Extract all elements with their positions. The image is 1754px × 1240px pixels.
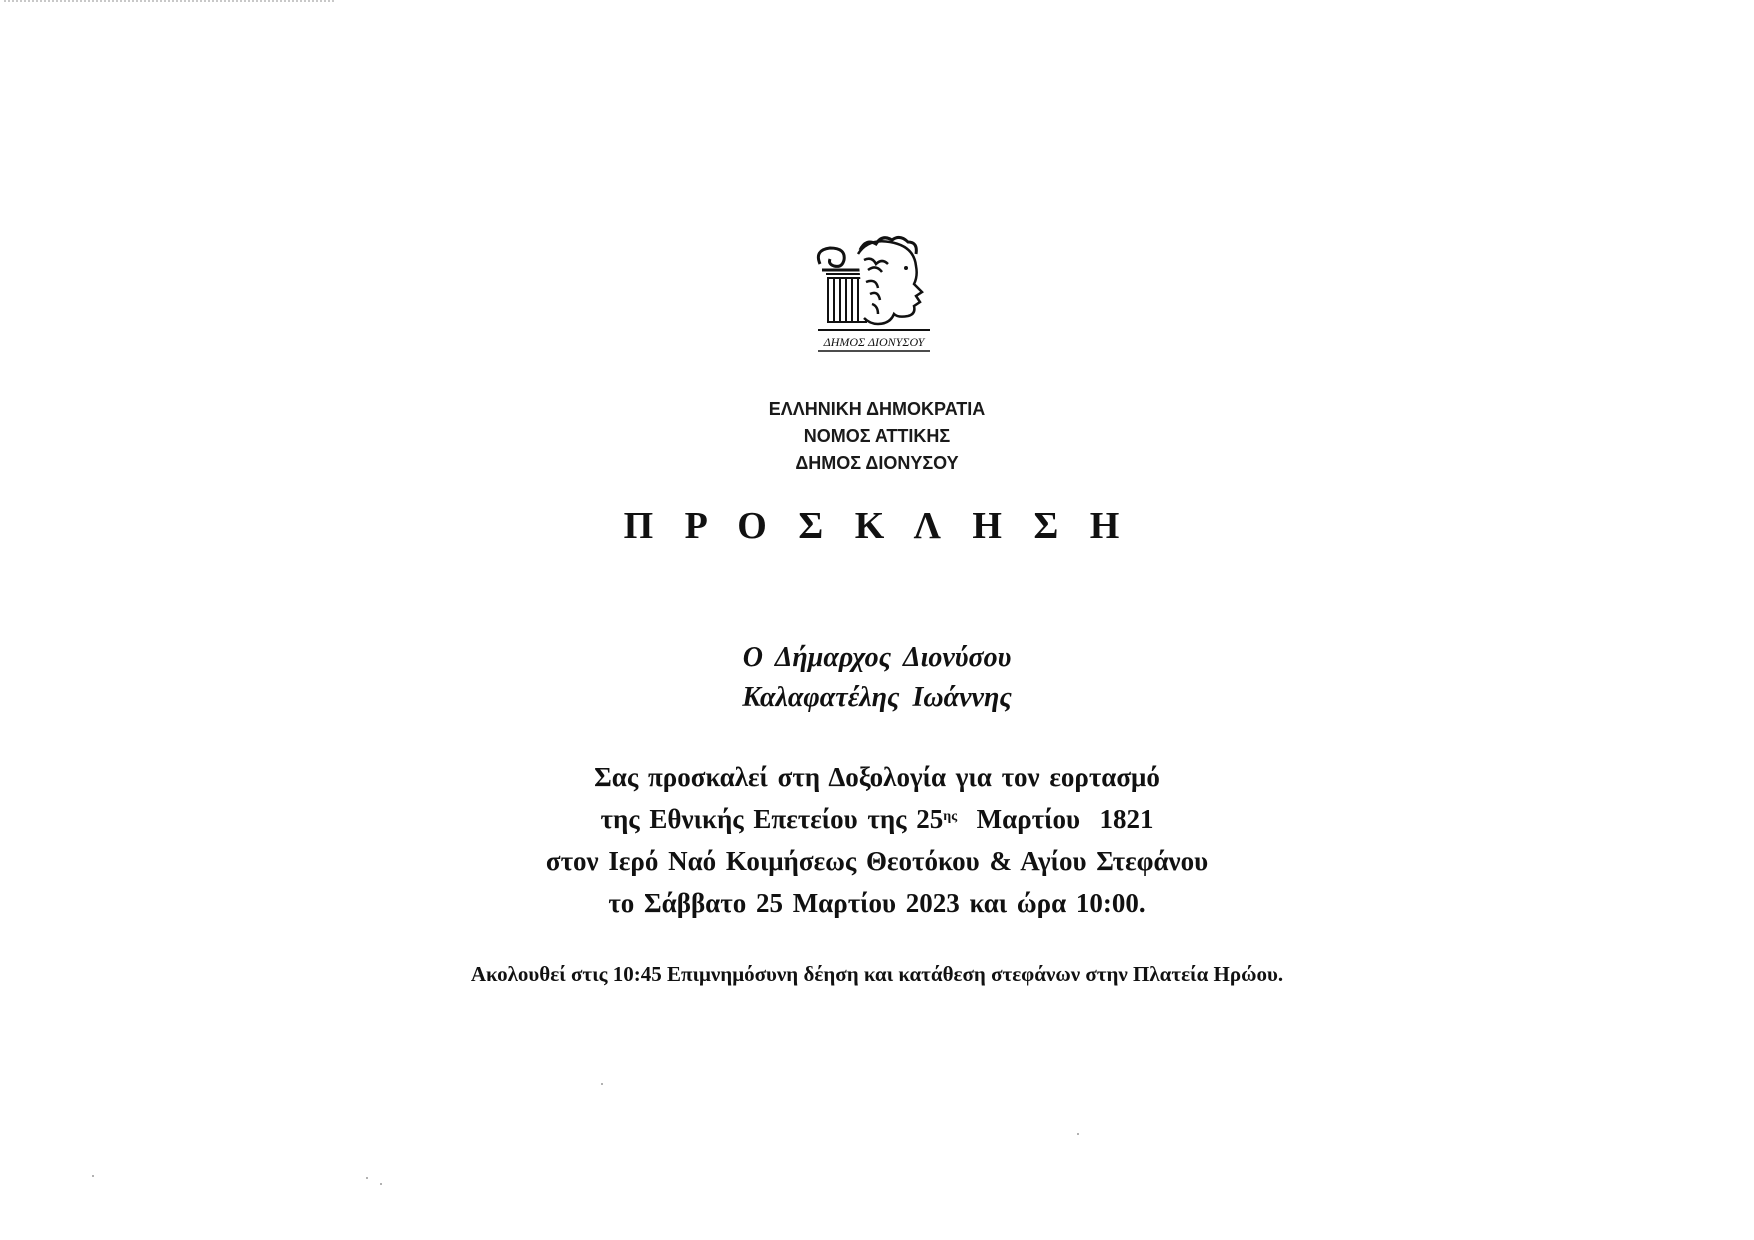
header-municipality: ΔΗΜΟΣ ΔΙΟΝΥΣΟΥ [795,453,959,473]
header-country: ΕΛΛΗΝΙΚΗ ΔΗΜΟΚΡΑΤΙΑ [768,399,986,419]
body-line-4: το Σάββατο 25 Μαρτίου 2023 και ώρα 10:00. [608,888,1146,918]
scan-speck [1077,1133,1079,1135]
scan-speck [601,1083,603,1085]
invitation-body [0,756,1754,924]
scan-speck [366,1177,368,1179]
dionysus-head-column-icon [812,234,942,362]
municipality-logo [812,234,942,362]
body-line-2 [0,798,1754,840]
scan-speck [92,1175,94,1177]
logo-caption: ΔΗΜΟΣ ΔΙΟΝΥΣΟΥ [823,335,925,349]
body-line-3: στον Ιερό Ναό Κοιμήσεως Θεοτόκου & Αγίου Στεφάνου [545,846,1209,876]
body-line-2-start: της Εθνικής Επετείου της 25 [600,804,944,834]
scan-speck [380,1183,382,1185]
ordinal-suffix: ης [943,809,958,824]
body-line-2-end: Μαρτίου 1821 [957,804,1154,834]
body-line-1: Σας προσκαλεί στη Δοξολογία για τον εορτασμό [594,762,1160,792]
header-block [0,396,1754,477]
header-prefecture: ΝΟΜΟΣ ΑΤΤΙΚΗΣ [803,426,951,446]
mayor-role: Ο Δήμαρχος Διονύσου [742,642,1012,673]
mayor-block [0,638,1754,718]
followup-note: Ακολουθεί στις 10:45 Επιμνημόσυνη δέηση και κατάθεση στεφάνων στην Πλατεία Ηρώου. [470,962,1284,986]
scan-artifact [4,0,334,5]
mayor-name: Καλαφατέλης Ιωάννης [742,682,1012,713]
document-title: Π Ρ Ο Σ Κ Λ Η Σ Η [623,505,1131,547]
